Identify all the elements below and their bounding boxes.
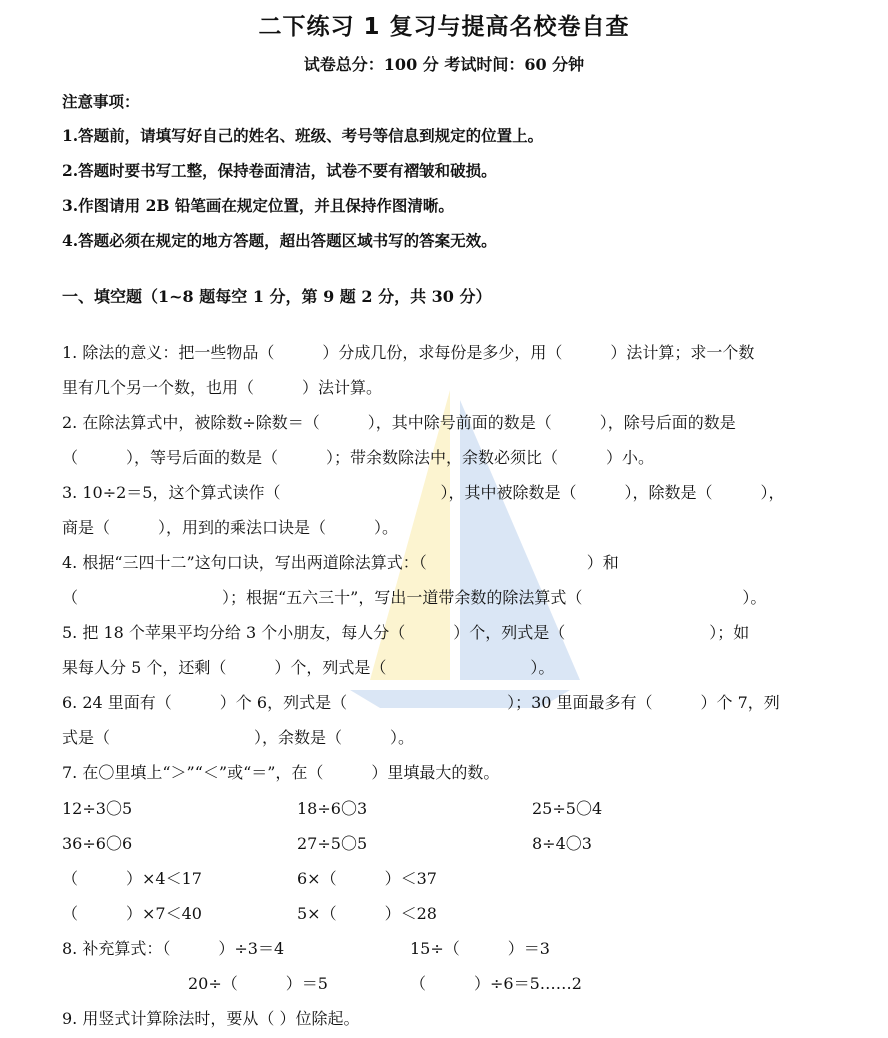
question-line: 商是（ ），用到的乘法口诀是（ ）。 bbox=[62, 518, 399, 537]
question-line: 3. 10÷2＝5，这个算式读作（ ），其中被除数是（ ），除数是（ ）， bbox=[62, 483, 785, 502]
notice-item: 3.作图请用 2B 铅笔画在规定位置，并且保持作图清晰。 bbox=[62, 196, 454, 215]
compare-item: 18÷6〇3 bbox=[297, 799, 368, 818]
equation-item: （ ）÷6＝5……2 bbox=[410, 974, 582, 993]
question-line: 4. 根据“三四十二”这句口诀，写出两道除法算式：（ ）和 bbox=[62, 553, 619, 572]
question-line: 果每人分 5 个，还剩（ ）个，列式是（ ）。 bbox=[62, 658, 555, 677]
compare-item: （ ）×4＜17 bbox=[62, 869, 202, 888]
compare-item: 5×（ ）＜28 bbox=[297, 904, 437, 923]
question-line: 式是（ ），余数是（ ）。 bbox=[62, 728, 415, 747]
question-line: （ ）；根据“五六三十”，写出一道带余数的除法算式（ ）。 bbox=[62, 588, 767, 607]
exam-info: 试卷总分：100 分 考试时间：60 分钟 bbox=[303, 55, 585, 74]
question-line: （ ），等号后面的数是（ ）；带余数除法中，余数必须比（ ）小。 bbox=[62, 448, 655, 467]
equation-item: 15÷（ ）＝3 bbox=[410, 939, 550, 958]
compare-item: （ ）×7＜40 bbox=[62, 904, 202, 923]
notice-item: 4.答题必须在规定的地方答题，超出答题区域书写的答案无效。 bbox=[62, 231, 497, 250]
question-line: 2. 在除法算式中，被除数÷除数＝（ ），其中除号前面的数是（ ），除号后面的数是 bbox=[62, 413, 736, 432]
compare-item: 12÷3〇5 bbox=[62, 799, 133, 818]
compare-item: 6×（ ）＜37 bbox=[297, 869, 437, 888]
question-line: 7. 在〇里填上“＞”“＜”或“＝”，在（ ）里填最大的数。 bbox=[62, 763, 500, 782]
question-line: 8. 补充算式：（ ）÷3＝4 bbox=[62, 939, 285, 958]
compare-item: 27÷5〇5 bbox=[297, 834, 368, 853]
question-line: 5. 把 18 个苹果平均分给 3 个小朋友，每人分（ ）个，列式是（ ）；如 bbox=[62, 623, 750, 642]
question-line: 1. 除法的意义：把一些物品（ ）分成几份，求每份是多少，用（ ）法计算；求一个数 bbox=[62, 343, 755, 362]
question-line: 9. 用竖式计算除法时，要从（ ）位除起。 bbox=[62, 1009, 360, 1028]
notice-item: 1.答题前，请填写好自己的姓名、班级、考号等信息到规定的位置上。 bbox=[62, 126, 544, 145]
notice-item: 2.答题时要书写工整，保持卷面清洁，试卷不要有褶皱和破损。 bbox=[62, 161, 497, 180]
notice-heading: 注意事项： bbox=[62, 92, 140, 111]
question-line: 里有几个另一个数，也用（ ）法计算。 bbox=[62, 378, 383, 397]
section-heading: 一、填空题（1~8 题每空 1 分，第 9 题 2 分，共 30 分） bbox=[62, 287, 492, 306]
page-title: 二下练习 1 复习与提高名校卷自查 bbox=[258, 14, 630, 40]
compare-item: 36÷6〇6 bbox=[62, 834, 133, 853]
question-line: 6. 24 里面有（ ）个 6，列式是（ ）；30 里面最多有（ ）个 7，列 bbox=[62, 693, 780, 712]
equation-item: 20÷（ ）＝5 bbox=[188, 974, 328, 993]
compare-item: 8÷4〇3 bbox=[532, 834, 592, 853]
compare-item: 25÷5〇4 bbox=[532, 799, 603, 818]
